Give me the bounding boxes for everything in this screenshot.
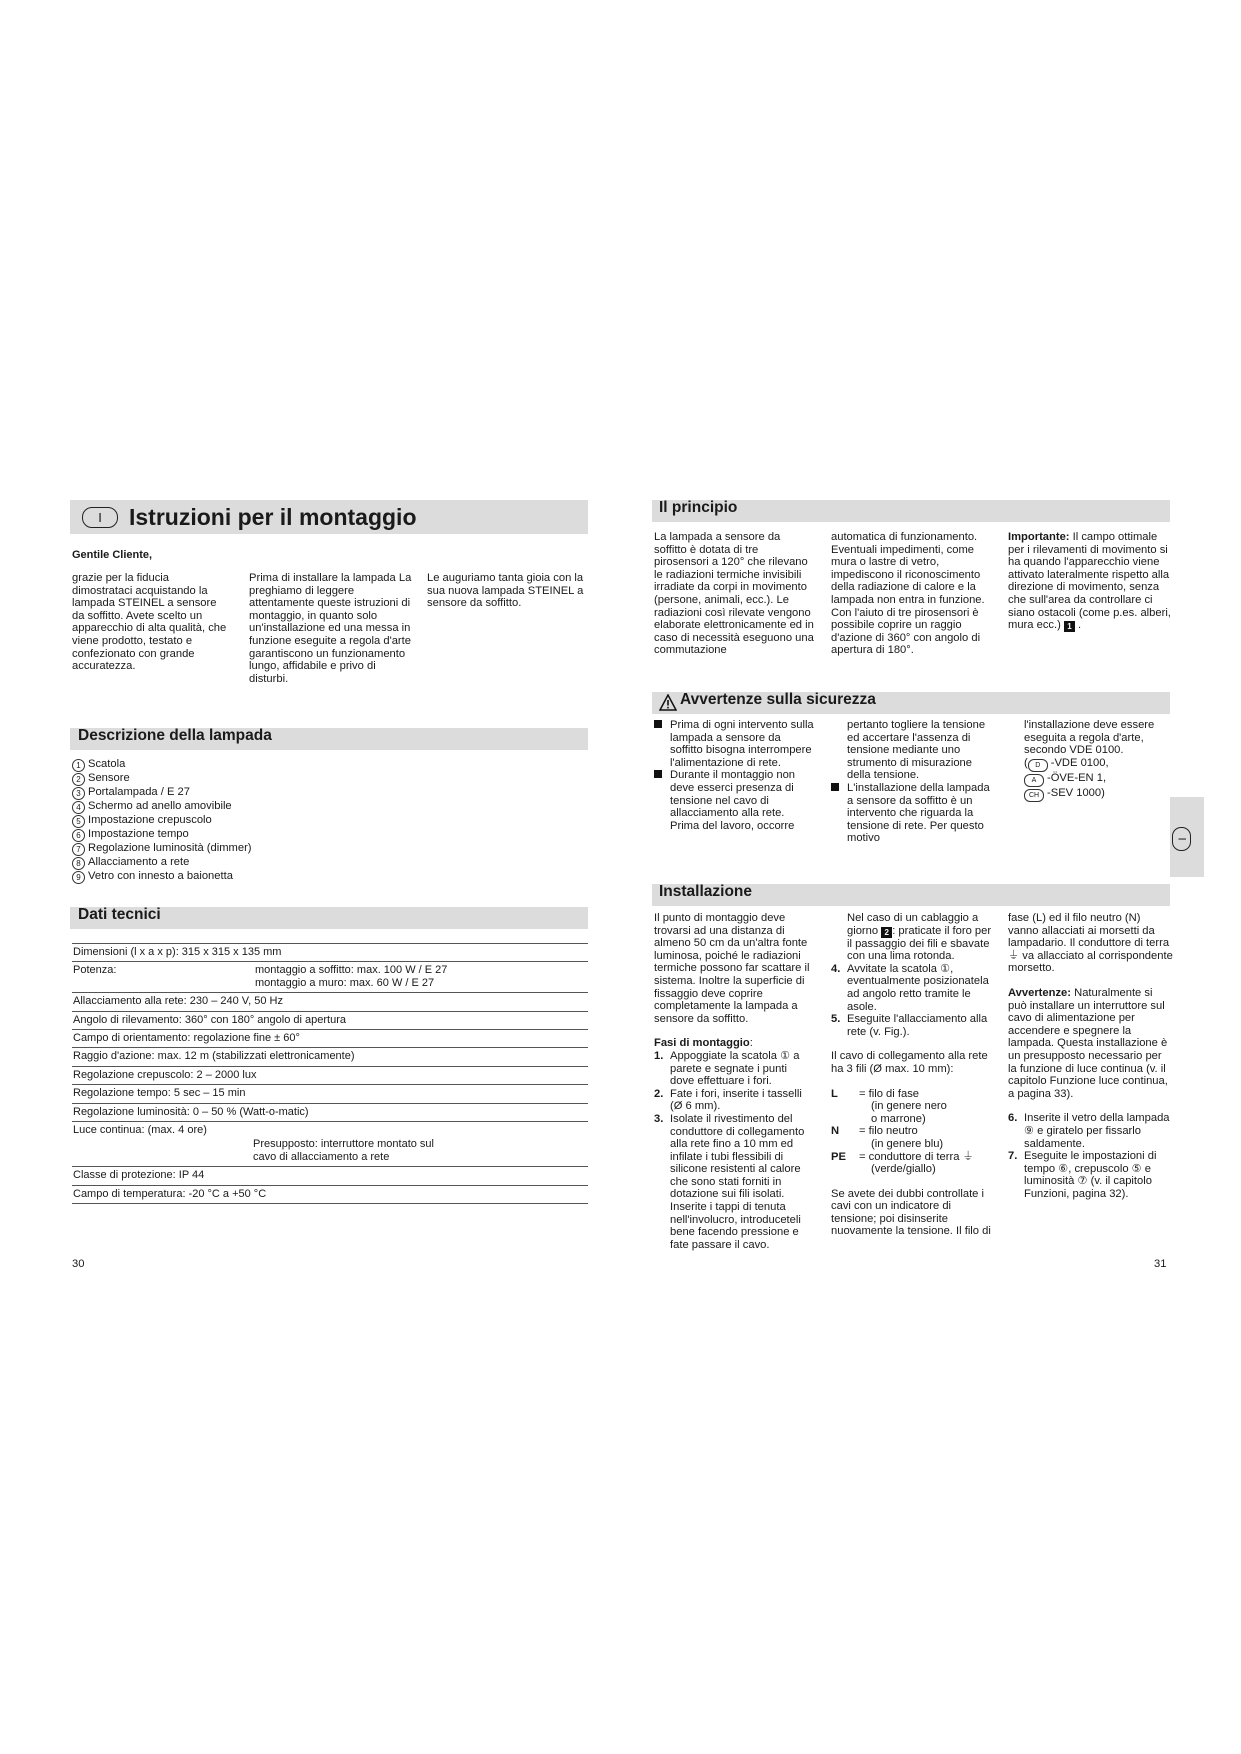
list-item: 5 Impostazione crepuscolo — [72, 814, 372, 828]
legend-row: L = filo di fase (in genere nero o marrone) — [831, 1087, 947, 1125]
earth-icon: ⏚ — [962, 1150, 974, 1163]
install-col-2: Nel caso di un cablaggio a giorno 2 : praticate il foro per il passaggio dei fili e sbavate con una lima rotonda. 4. Avvitate la scatola ①, eventualmente posizionatela ad angolo retto tramite le asole. 5. Eseguite l'allacciamento alla rete (v. Fig.). Il cavo di collegamento alla rete ha 3 fili (Ø max. 10 mm): L = filo di fase (in genere nero o marrone) N = filo neutro (in genere blu) PE = conduttore di terra ⏚ (verde/giallo) Se avete dei dubbi controllate i cavi con un indicatore di tensione; poi disinserite nuovamente la tensione. Il filo di — [831, 912, 996, 1238]
sicurezza-col-3: l'installazione deve essere eseguita a regola d'arte, secondo VDE 0100. ( D -VDE 0100, A -ÖVE-EN 1, CH -SEV 1000) — [1024, 719, 1174, 802]
norm-mark: A — [1024, 774, 1044, 787]
table-row: Regolazione tempo: 5 sec – 15 min — [72, 1085, 588, 1103]
table-row: Campo di temperatura: -20 °C a +50 °C — [72, 1185, 588, 1203]
norm-mark: D — [1028, 759, 1048, 772]
intro-col-3: Le auguriamo tanta gioia con la sua nuova lampada STEINEL a sensore da soffitto. — [427, 572, 584, 610]
sicurezza-col-2: pertanto togliere la tensione ed accertare l'assenza di tensione mediante uno strumento di misurazione della tensione. L'installazione della lampada a sensore da soffitto è un intervento che riguarda la tensione di rete. Per questo motivo — [831, 719, 991, 845]
list-item: 9 Vetro con innesto a baionetta — [72, 870, 372, 884]
install-title: Installazione — [659, 883, 753, 900]
language-badge-label: I — [98, 510, 102, 525]
side-tab-badge: I — [1172, 827, 1191, 851]
page-title: Istruzioni per il montaggio — [129, 504, 417, 530]
descr-list — [72, 758, 372, 884]
list-item: 8 Allacciamento a rete — [72, 856, 372, 870]
intro-col-2: Prima di installare la lampada La preghiamo di leggere attentamente queste istruzioni di montaggio, in quanto solo un'installazione ed una messa in funzione eseguite a regola d'arte garantiscono un funzionamento lungo, affidabile e privo di disturbi. — [249, 572, 412, 685]
table-row: Raggio d'azione: max. 12 m (stabilizzati elettronicamente) — [72, 1048, 588, 1066]
table-row: Campo di orientamento: regolazione fine ± 60° — [72, 1030, 588, 1048]
language-badge — [82, 507, 118, 528]
table-row: Classe di protezione: IP 44 — [72, 1167, 588, 1185]
page-number-left: 30 — [72, 1258, 85, 1270]
greeting: Gentile Cliente, — [72, 549, 153, 561]
descr-title: Descrizione della lampada — [78, 727, 272, 744]
list-item: 2 Sensore — [72, 772, 372, 786]
table-row: Potenza: montaggio a soffitto: max. 100 W / E 27 montaggio a muro: max. 60 W / E 27 — [72, 962, 588, 993]
principio-title: Il principio — [659, 499, 738, 516]
table-row: Allacciamento alla rete: 230 – 240 V, 50 Hz — [72, 993, 588, 1011]
principio-col-1: La lampada a sensore da soffitto è dotata di tre pirosensori a 120° che rilevano le radiazioni termiche invisibili irradiate da corpi in movimento (persone, animali, ecc.). Le radiazioni così rilevate vengono elaborate elettronicamente ed in caso di necessità eseguono una commutazione — [654, 531, 814, 657]
install-col-3: fase (L) ed il filo neutro (N) vanno allacciati ai morsetti da lampadario. Il conduttore di terra ⏚ va allacciato al corrispondente morsetto. Avvertenze: Naturalmente si può installare un interruttore sul cavo di alimentazione per accendere e spegnere la lampada. Questa installazione è un presupposto necessario per la funzione di luce continua (v. il capitolo Funzione luce continua, a pagina 33). 6. Inserite il vetro della lampada ⑨ e giratelo per fissarlo saldamente. 7. Eseguite le impostazioni di tempo ⑥, crepuscolo ⑤ e luminosità ⑦ (v. il capitolo Funzioni, pagina 32). — [1008, 912, 1173, 1200]
figure-ref: 2 — [881, 927, 892, 938]
list-item: 3 Portalampada / E 27 — [72, 786, 372, 800]
page-number-right: 31 — [1154, 1258, 1167, 1270]
table-row: Dimensioni (l x a x p): 315 x 315 x 135 mm — [72, 944, 588, 962]
table-row: Regolazione crepuscolo: 2 – 2000 lux — [72, 1066, 588, 1084]
principio-col-2: automatica di funzionamento. Eventuali impedimenti, come mura o lastre di vetro, impediscono il riconoscimento della radiazione di calore e la lampada non entra in funzione. Con l'aiuto di tre pirosensori è possibile coprire un raggio d'azione di 360° con angolo di apertura di 180°. — [831, 531, 985, 657]
legend-row: N = filo neutro (in genere blu) — [831, 1125, 944, 1150]
tech-data-table — [72, 943, 588, 1204]
dati-title: Dati tecnici — [78, 906, 161, 923]
warning-icon — [659, 694, 677, 711]
figure-ref: 1 — [1064, 621, 1075, 632]
list-item: 4 Schermo ad anello amovibile — [72, 800, 372, 814]
table-row: Regolazione luminosità: 0 – 50 % (Watt-o-matic) — [72, 1103, 588, 1121]
table-row: Luce continua: (max. 4 ore) Presupposto: interruttore montato sul cavo di allacciamento a rete — [72, 1122, 588, 1167]
principio-col-3: Importante: Il campo ottimale per i rilevamenti di movimento si ha quando l'apparecchio viene attivato lateralmente rispetto alla direzione di movimento, senza che sull'area da controllare ci siano ostacoli (come p.es. alberi, mura ecc.) 1 . — [1008, 531, 1171, 632]
list-item: 7 Regolazione luminosità (dimmer) — [72, 842, 372, 856]
list-item: 1 Scatola — [72, 758, 372, 772]
sicurezza-col-1: Prima di ogni intervento sulla lampada a sensore da soffitto bisogna interrompere l'alimentazione di rete. Durante il montaggio non deve esserci presenza di tensione nel cavo di allacciamento alla rete. Prima del lavoro, occorre — [654, 719, 814, 832]
norm-mark: CH — [1024, 789, 1044, 802]
legend-row: PE = conduttore di terra ⏚ (verde/giallo) — [831, 1150, 974, 1176]
intro-col-1: grazie per la fiducia dimostrataci acquistando la lampada STEINEL a sensore da soffitto. Avete scelto un apparecchio di alta qualità, che viene prodotto, testato e confezionato con grande accuratezza. — [72, 572, 227, 673]
table-row: Angolo di rilevamento: 360° con 180° angolo di apertura — [72, 1011, 588, 1029]
sicurezza-title: Avvertenze sulla sicurezza — [680, 691, 876, 708]
install-col-1: Il punto di montaggio deve trovarsi ad una distanza di almeno 50 cm da un'altra fonte luminosa, poiché le radiazioni termiche possono far scattare il sistema. Inoltre la superficie di fissaggio deve coprire completamente la lampada a sensore da soffitto. Fasi di montaggio: 1. Appoggiate la scatola ① a parete e segnate i punti dove effettuare i fori. 2. Fate i fori, inserite i tasselli (Ø 6 mm). 3. Isolate il rivestimento del conduttore di collegamento alla rete fino a 10 mm ed infilate i tubi flessibili di silicone resistenti al calore che sono stati forniti in dotazione sui fili isolati. Inserite i tappi di tenuta nell'involucro, introduceteli bene facendo pressione e fate passare il cavo. — [654, 912, 810, 1251]
list-item: 6 Impostazione tempo — [72, 828, 372, 842]
